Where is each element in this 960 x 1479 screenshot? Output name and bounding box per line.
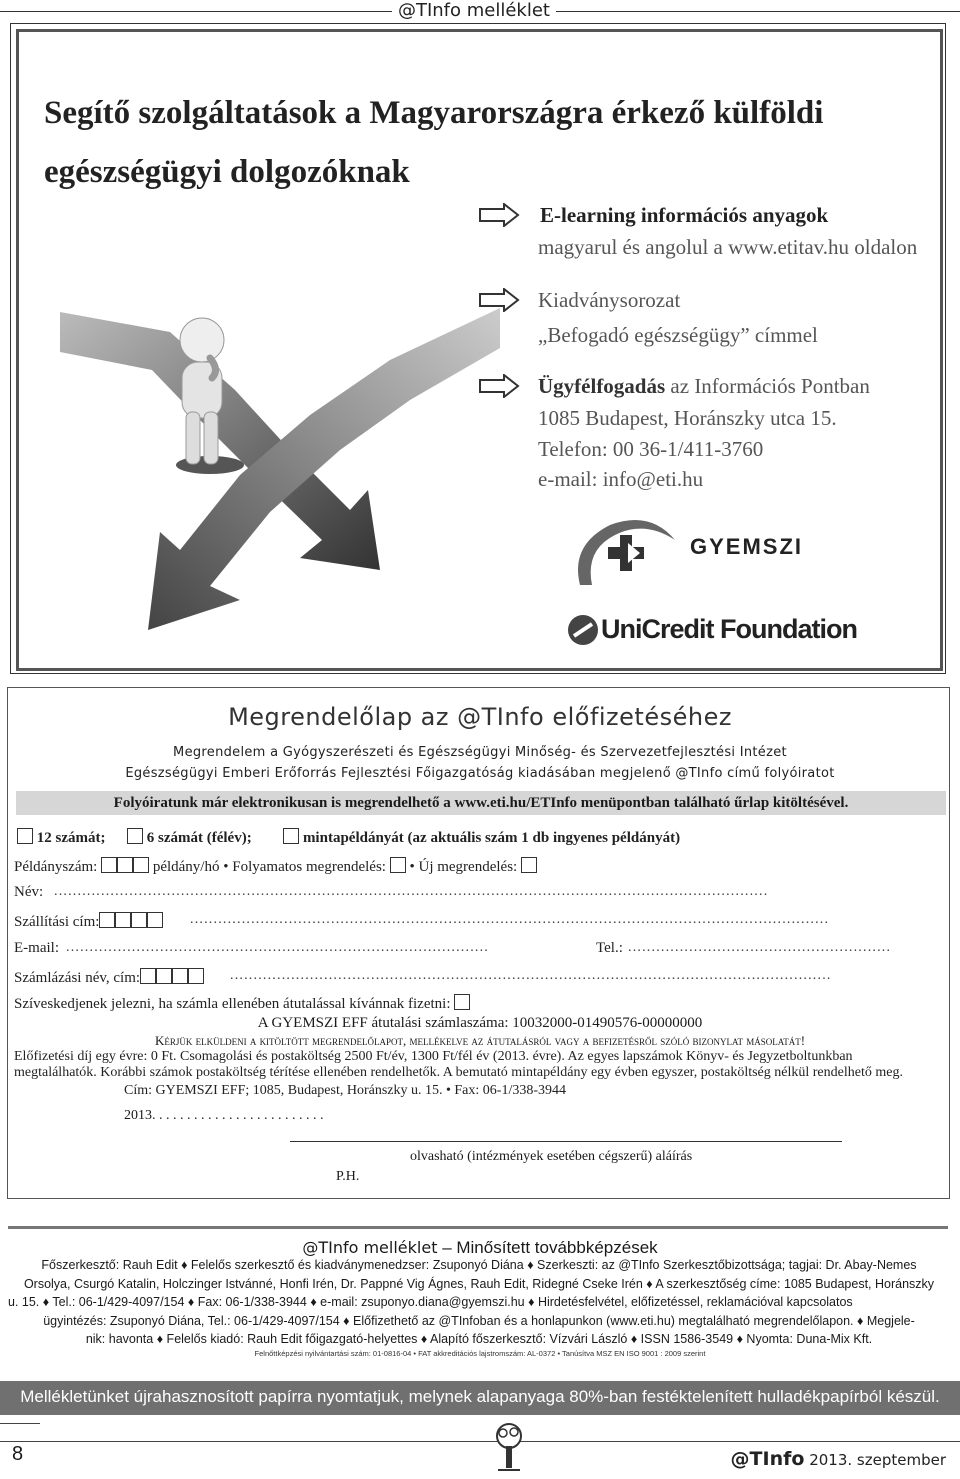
gyemszi-logo-icon (570, 515, 680, 595)
tel-label: Tel.: (596, 940, 623, 956)
checkbox-invoice[interactable] (454, 994, 470, 1010)
zip-digit-box[interactable] (131, 912, 147, 928)
form-subtitle-1: Megrendelem a Gyógyszerészeti és Egészségügyi Minőség- és Szervezetfejlesztési Intézet (173, 745, 787, 760)
checkbox-6-issues[interactable] (127, 828, 143, 844)
checkbox-new-order[interactable] (521, 857, 537, 873)
page-number-rule (0, 1423, 40, 1424)
item3-rest: az Információs Pontban (665, 374, 870, 398)
item2-desc: „Befogadó egészségügy” címmel (538, 323, 818, 347)
billing-zip-box[interactable] (156, 968, 172, 984)
recycle-note: Mellékletünket újrahasznosított papírra nyomtatjuk, melynek alapanyaga 80%-ban festéktelenített hulladékpapírból készül. (20, 1387, 940, 1406)
name-label: Név: (14, 884, 44, 900)
copies-label: Példányszám: (14, 859, 98, 875)
option-sample: mintapéldányát (az aktuális szám 1 db ingyenes példányát) (302, 830, 681, 846)
imprint-line-1: Főszerkesztő: Rauh Edit ♦ Felelős szerkesztő és kiadványmenedzser: Zsuponyó Diána ♦ Szerkeszti: az @TInfo Szerkesztőbizottsága; tagjai: Dr. Abay-Nemes (41, 1258, 917, 1272)
unicredit-logo-icon (566, 614, 600, 646)
zip-digit-box[interactable] (115, 912, 131, 928)
page-rule (0, 1441, 960, 1442)
arrow-icon (478, 203, 520, 227)
ad-title (44, 84, 844, 202)
signature-line (290, 1141, 842, 1142)
form-subtitle-2: Egészségügyi Emberi Erőforrás Fejlesztési Főigazgatóság kiadásában megjelenő @TInfo című folyóiratot (125, 766, 835, 781)
footer-separator (8, 1226, 948, 1229)
shipping-address-field[interactable]: ........................................................................................................................................ (190, 912, 830, 927)
imprint-line-4: ügyintézés: Zsuponyó Diána, Tel.: 06-1/429-4097/154 ♦ Előfizethető az @TInfoban és a honlapunkon (www.eti.hu) megtalálható megrendelőlapon. ♦ Megjele- (43, 1313, 915, 1328)
footer-brand: @TInfo melléklet (302, 1238, 438, 1257)
stamp-label: P.H. (336, 1169, 360, 1184)
issue-date: 2013. szeptember (804, 1451, 946, 1469)
item3-phone: Telefon: 00 36-1/411-3760 (538, 437, 764, 461)
item1-title: E-learning információs anyagok (540, 203, 829, 227)
new-order-label: Új megrendelés: (418, 859, 518, 875)
bank-account: A GYEMSZI EFF átutalási számlaszáma: 10032000-01490576-00000000 (257, 1015, 703, 1031)
copies-digit-box[interactable] (133, 857, 149, 873)
copies-digit-box[interactable] (117, 857, 133, 873)
shipping-row (14, 912, 163, 931)
name-field[interactable]: ........................................................................................................................................................ (54, 884, 769, 899)
option-12-issues: 12 számát; (36, 830, 106, 846)
imprint (8, 1256, 950, 1349)
billing-zip-box[interactable] (140, 968, 156, 984)
imprint-line-5: nik: havonta ♦ Felelős kiadó: Rauh Edit főigazgató-helyettes ♦ Alapító főszerkesztő: Vízvári László ♦ ISSN 1586-3549 ♦ Nyomta: Duna-Mix Kft. (85, 1332, 873, 1346)
billing-zip-box[interactable] (188, 968, 204, 984)
figure-icon (180, 318, 224, 464)
unicredit-logo-text: UniCredit Foundation (601, 614, 857, 644)
arrow-icon (478, 374, 520, 398)
email-field[interactable]: .......................................................................................... (66, 940, 489, 955)
page-number: 8 (12, 1443, 24, 1465)
bullet: • (223, 859, 229, 875)
ad-title-line2: egészségügyi dolgozóknak (44, 154, 410, 190)
address-fax: Cím: GYEMSZI EFF; 1085, Budapest, Horánszky u. 15. • Fax: 06-1/338-3944 (124, 1083, 566, 1098)
signature-label: olvasható (intézmények esetében cégszerű) aláírás (410, 1149, 693, 1164)
billing-row (14, 968, 204, 987)
item3-title (538, 371, 870, 401)
form-title: Megrendelőlap az @TInfo előfizetéséhez (228, 703, 732, 731)
send-request: Kérjük elküldeni a kitöltött megrendelőlapot, mellékelve az átutalásról vagy a befizetésről szóló bizonylat másolatát! (154, 1033, 806, 1048)
billing-address-field[interactable]: ................................................................................................................................ (230, 968, 832, 983)
shipping-label: Szállítási cím: (14, 914, 100, 930)
invoice-row (14, 994, 470, 1013)
price-line-1: Előfizetési díj egy évre: 0 Ft. Csomagolási és postaköltség 2500 Ft/év, 1300 Ft/fél év (2013. évre). Az egyes lapszámok Könyv- és Jegyzetboltunkban (14, 1049, 853, 1064)
price-info (14, 1049, 944, 1081)
checkbox-sample[interactable] (283, 828, 299, 844)
option-6-issues: 6 számát (félév); (146, 830, 252, 846)
continuous-order-label: Folyamatos megrendelés: (232, 859, 386, 875)
issue-brand: @TInfo (730, 1448, 805, 1470)
billing-label: Számlázási név, cím: (14, 970, 141, 986)
date-field[interactable]: 2013. . . . . . . . . . . . . . . . . . . . . . . . . (124, 1108, 324, 1123)
zip-digit-box[interactable] (99, 912, 115, 928)
invoice-label: Szíveskedjenek jelezni, ha számla ellenében átutalással kívánnak fizetni: (14, 996, 451, 1012)
online-order-text: Folyóiratunk már elektronikusan is megrendelhető a www.eti.hu/ETInfo menüpontban található űrlap kitöltésével. (113, 795, 849, 811)
gyemszi-logo-text: GYEMSZI (690, 534, 804, 559)
accreditation-note: Felnőttképzési nyilvántartási szám: 01-0816-04 • FAT akkreditációs lajstromszám: AL-0372 • Tanúsítva MSZ EN ISO 9001 : 2009 szerint (254, 1349, 706, 1358)
item3-email: e-mail: info@eti.hu (538, 467, 704, 491)
item2-title: Kiadványsorozat (538, 288, 681, 312)
price-line-2: megtalálhatók. Korábbi számok postaköltség térítése ellenében rendelhetők. A bemutató mintapéldány egy évben egyszer, postaköltség nélkül rendelhető meg. (14, 1065, 903, 1080)
item3-address: 1085 Budapest, Horánszky utca 15. (538, 406, 837, 430)
header-label: @TInfo melléklet (392, 0, 556, 21)
copies-digit-box[interactable] (101, 857, 117, 873)
billing-zip-box[interactable] (172, 968, 188, 984)
ad-title-line1: Segítő szolgáltatások a Magyarországra érkező külföldi (44, 95, 824, 131)
bullet: • (409, 859, 415, 875)
tree-logo-icon (492, 1422, 526, 1474)
subscription-options (17, 828, 680, 847)
copies-row (14, 857, 537, 876)
checkbox-continuous-order[interactable] (390, 857, 406, 873)
checkbox-12-issues[interactable] (17, 828, 33, 844)
imprint-line-2: Orsolya, Csurgó Katalin, Holczinger Istvánné, Honfi Irén, Dr. Pappné Vig Ágnes, Rauh Edit, Ridegné Cseke Irén ♦ A szerkesztőség címe: 1085 Budapest, Horánszky (23, 1276, 935, 1291)
item1-desc: magyarul és angolul a www.etitav.hu oldalon (538, 235, 918, 259)
tel-field[interactable]: ........................................................ (628, 940, 892, 955)
footer-title-rest: – Minősített továbbképzések (437, 1238, 658, 1257)
arrow-icon (478, 288, 520, 312)
imprint-line-3: u. 15. ♦ Tel.: 06-1/429-4097/154 ♦ Fax: 06-1/338-3944 ♦ e-mail: zsuponyo.diana@gyemszi.hu ♦ Hirdetésfelvétel, előfizetéssel, reklamációval kapcsolatos (8, 1295, 853, 1309)
footer-title (0, 1238, 960, 1258)
issue-info (731, 1448, 946, 1470)
copies-unit: példány/hó (152, 859, 220, 875)
zip-digit-box[interactable] (147, 912, 163, 928)
crossroads-illustration (60, 300, 510, 660)
email-label: E-mail: (14, 940, 59, 956)
item3-bold: Ügyfélfogadás (538, 374, 666, 398)
